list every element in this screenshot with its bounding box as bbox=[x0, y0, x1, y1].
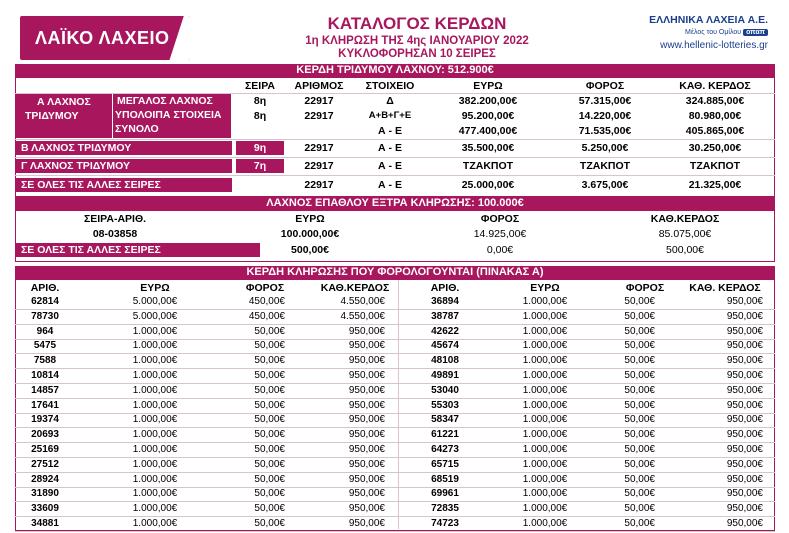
table-cell: 950,00€ bbox=[348, 340, 385, 352]
table-row bbox=[15, 474, 775, 488]
table-cell: 48108 bbox=[431, 355, 459, 367]
extra-prize-bar: ΛΑΧΝΟΣ ΕΠΑΘΛΟΥ ΕΞΤΡΑ ΚΛΗΡΩΣΗΣ: 100.000€ bbox=[15, 197, 775, 210]
table-cell: 33609 bbox=[31, 503, 59, 515]
table-row bbox=[15, 414, 775, 428]
col-tax: ΦΟΡΟΣ bbox=[585, 80, 625, 92]
table-cell: 1.000,00€ bbox=[132, 488, 178, 500]
table-cell: 50,00€ bbox=[254, 444, 285, 455]
table-cell: 50,00€ bbox=[624, 384, 655, 396]
table-row bbox=[15, 296, 775, 310]
table-cell: 50,00€ bbox=[624, 370, 655, 381]
table-cell: 1.000,00€ bbox=[132, 429, 178, 441]
table-cell: 10814 bbox=[31, 370, 59, 381]
table-cell: 950,00€ bbox=[726, 458, 763, 470]
table-cell: 61221 bbox=[431, 429, 459, 441]
opap-logo: οπαπ bbox=[743, 29, 768, 36]
triple-prizes-bar: ΚΕΡΔΗ ΤΡΙΔΥΜΟΥ ΛΑΧΝΟΥ: 512.900€ bbox=[15, 64, 775, 77]
page-title: ΚΑΤΑΛΟΓΟΣ ΚΕΡΔΩΝ bbox=[327, 14, 507, 33]
table-cell: 1.000,00€ bbox=[132, 444, 178, 455]
table-cell: 950,00€ bbox=[348, 429, 385, 441]
table-cell: 1.000,00€ bbox=[132, 414, 178, 426]
table-cell: 950,00€ bbox=[348, 384, 385, 396]
table-cell: 1.000,00€ bbox=[522, 458, 568, 470]
table-cell: 50,00€ bbox=[254, 518, 285, 529]
table-cell: 50,00€ bbox=[624, 414, 655, 426]
table-row bbox=[15, 355, 775, 369]
table-row bbox=[15, 488, 775, 502]
table-cell: 64273 bbox=[431, 444, 459, 455]
table-cell: 50,00€ bbox=[254, 414, 285, 426]
taxed-header-row: ΑΡΙΘ. ΕΥΡΩ ΦΟΡΟΣ ΚΑΘ.ΚΕΡΔΟΣ ΑΡΙΘ. ΕΥΡΩ ΦΟΡΟΣ ΚΑΘ. ΚΕΡΔΟΣ bbox=[30, 282, 761, 294]
table-cell: 50,00€ bbox=[624, 488, 655, 500]
brand-block bbox=[608, 14, 768, 51]
table-cell: 950,00€ bbox=[726, 503, 763, 515]
table-cell: 950,00€ bbox=[348, 370, 385, 381]
all-other-series-label: ΣΕ ΟΛΕΣ ΤΙΣ ΑΛΛΕΣ ΣΕΙΡΕΣ bbox=[15, 178, 232, 192]
table-cell: 50,00€ bbox=[254, 429, 285, 441]
table-cell: 950,00€ bbox=[726, 384, 763, 396]
table-cell: 19374 bbox=[31, 414, 59, 426]
table-row bbox=[15, 503, 775, 517]
table-row bbox=[15, 370, 775, 384]
table-cell: 950,00€ bbox=[726, 340, 763, 352]
table-cell: 50,00€ bbox=[254, 355, 285, 367]
table-row bbox=[15, 385, 775, 399]
table-cell: 1.000,00€ bbox=[132, 458, 178, 470]
table-cell: 950,00€ bbox=[726, 414, 763, 426]
table-cell: 65715 bbox=[431, 458, 459, 470]
table-cell: 50,00€ bbox=[624, 458, 655, 470]
table-cell: 1.000,00€ bbox=[522, 370, 568, 381]
table-cell: 50,00€ bbox=[624, 310, 655, 322]
title-block bbox=[252, 14, 582, 60]
table-cell: 950,00€ bbox=[348, 399, 385, 411]
table-cell: 950,00€ bbox=[348, 444, 385, 455]
table-cell: 1.000,00€ bbox=[522, 310, 568, 322]
table-cell: 950,00€ bbox=[726, 444, 763, 455]
table-cell: 950,00€ bbox=[726, 355, 763, 367]
table-row bbox=[15, 429, 775, 443]
table-cell: 25169 bbox=[31, 444, 59, 455]
table-cell: 42622 bbox=[431, 325, 459, 337]
table-cell: 50,00€ bbox=[624, 399, 655, 411]
table-cell: 58347 bbox=[431, 414, 459, 426]
col-element: ΣΤΟΙΧΕΙΟ bbox=[365, 80, 415, 92]
table-cell: 950,00€ bbox=[348, 414, 385, 426]
table-cell: 53040 bbox=[431, 384, 459, 396]
table-cell: 7588 bbox=[33, 355, 57, 367]
brand-member: Μέλος του Ομίλου οπαπ bbox=[608, 29, 768, 36]
table-cell: 1.000,00€ bbox=[132, 340, 178, 352]
table-cell: 62814 bbox=[31, 296, 59, 307]
table-cell: 50,00€ bbox=[624, 296, 655, 307]
table-cell: 72835 bbox=[431, 503, 459, 515]
table-cell: 38787 bbox=[431, 310, 459, 322]
table-cell: 50,00€ bbox=[624, 355, 655, 367]
page-header bbox=[12, 10, 776, 62]
col-net: ΚΑΘ.ΚΕΡΔΟΣ bbox=[650, 213, 720, 225]
table-cell: 1.000,00€ bbox=[132, 370, 178, 381]
table-cell: 14857 bbox=[31, 384, 59, 396]
a-ticket-sublabels: ΜΕΓΑΛΟΣ ΛΑΧΝΟΣ ΥΠΟΛΟΙΠΑ ΣΤΟΙΧΕΙΑ ΣΥΝΟΛΟ bbox=[113, 94, 231, 138]
table-cell: 1.000,00€ bbox=[132, 473, 178, 485]
table-cell: 1.000,00€ bbox=[522, 384, 568, 396]
table-cell: 1.000,00€ bbox=[522, 340, 568, 352]
table-cell: 950,00€ bbox=[726, 488, 763, 500]
col-series: ΣΕΙΡΑ bbox=[244, 80, 276, 92]
table-cell: 5.000,00€ bbox=[132, 310, 178, 322]
col-net: ΚΑΘ. ΚΕΡΔΟΣ bbox=[679, 80, 751, 92]
table-cell: 34881 bbox=[31, 518, 59, 529]
table-cell: 36894 bbox=[431, 296, 459, 307]
table-cell: 74723 bbox=[431, 518, 459, 529]
table-cell: 950,00€ bbox=[726, 429, 763, 441]
table-cell: 1.000,00€ bbox=[132, 503, 178, 515]
table-cell: 20693 bbox=[31, 429, 59, 441]
table-cell: 50,00€ bbox=[254, 340, 285, 352]
table-cell: 50,00€ bbox=[254, 488, 285, 500]
table-row bbox=[15, 340, 775, 354]
brand-url: www.hellenic-lotteries.gr bbox=[660, 40, 768, 51]
table-cell: 50,00€ bbox=[624, 444, 655, 455]
table-cell: 950,00€ bbox=[726, 399, 763, 411]
table-cell: 950,00€ bbox=[726, 296, 763, 307]
table-cell: 1.000,00€ bbox=[522, 488, 568, 500]
table-cell: 50,00€ bbox=[624, 503, 655, 515]
table-cell: 1.000,00€ bbox=[132, 399, 178, 411]
draw-subtitle: 1η ΚΛΗΡΩΣΗ ΤΗΣ 4ης ΙΑΝΟΥΑΡΙΟΥ 2022 bbox=[305, 35, 529, 47]
table-cell: 55303 bbox=[431, 399, 459, 411]
lottery-logo bbox=[20, 16, 190, 60]
col-euro: ΕΥΡΩ bbox=[473, 80, 503, 92]
table-cell: 5.000,00€ bbox=[132, 296, 178, 307]
a-ticket-label: Α ΛΑΧΝΟΣ ΤΡΙΔΥΜΟΥ bbox=[15, 94, 112, 138]
table-cell: 450,00€ bbox=[248, 310, 285, 322]
b-ticket-label: Β ΛΑΧΝΟΣ ΤΡΙΔΥΜΟΥ bbox=[15, 141, 232, 155]
table-cell: 1.000,00€ bbox=[522, 429, 568, 441]
table-cell: 50,00€ bbox=[254, 503, 285, 515]
col-number: ΑΡΙΘΜΟΣ bbox=[294, 80, 344, 92]
table-cell: 950,00€ bbox=[726, 370, 763, 381]
b-series-box: 9η bbox=[236, 141, 284, 155]
table-cell: 1.000,00€ bbox=[132, 518, 178, 529]
table-cell: 1.000,00€ bbox=[522, 355, 568, 367]
table-cell: 31890 bbox=[31, 488, 59, 500]
series-note: ΚΥΚΛΟΦΟΡΗΣΑΝ 10 ΣΕΙΡΕΣ bbox=[338, 48, 496, 60]
table-cell: 49891 bbox=[431, 370, 459, 381]
table-cell: 27512 bbox=[31, 458, 59, 470]
table-cell: 17641 bbox=[31, 399, 59, 411]
table-cell: 78730 bbox=[31, 310, 59, 322]
table-cell: 50,00€ bbox=[624, 473, 655, 485]
col-series-number: ΣΕΙΡΑ-ΑΡΙΘ. bbox=[83, 213, 147, 225]
table-row bbox=[15, 326, 775, 340]
table-cell: 1.000,00€ bbox=[522, 296, 568, 307]
table-cell: 69961 bbox=[431, 488, 459, 500]
taxed-prizes-bar: ΚΕΡΔΗ ΚΛΗΡΩΣΗΣ ΠΟΥ ΦΟΡΟΛΟΓΟΥΝΤΑΙ (ΠΙΝΑΚΑΣ Α) bbox=[15, 266, 775, 279]
table-row bbox=[15, 311, 775, 325]
table-cell: 950,00€ bbox=[726, 310, 763, 322]
table-row bbox=[15, 518, 775, 532]
table-cell: 950,00€ bbox=[348, 503, 385, 515]
table-row bbox=[15, 444, 775, 458]
c-ticket-label: Γ ΛΑΧΝΟΣ ΤΡΙΔΥΜΟΥ bbox=[15, 159, 232, 173]
table-cell: 5475 bbox=[33, 340, 57, 352]
table-cell: 1.000,00€ bbox=[522, 503, 568, 515]
table-cell: 950,00€ bbox=[348, 473, 385, 485]
table-cell: 4.550,00€ bbox=[340, 296, 385, 307]
c-series-box: 7η bbox=[236, 159, 284, 173]
table-cell: 1.000,00€ bbox=[522, 444, 568, 455]
table-cell: 950,00€ bbox=[726, 473, 763, 485]
table-cell: 1.000,00€ bbox=[522, 518, 568, 529]
table-cell: 50,00€ bbox=[624, 340, 655, 352]
table-cell: 50,00€ bbox=[254, 399, 285, 411]
table-cell: 50,00€ bbox=[254, 325, 285, 337]
table-cell: 950,00€ bbox=[348, 325, 385, 337]
table-cell: 1.000,00€ bbox=[522, 473, 568, 485]
table-cell: 50,00€ bbox=[624, 429, 655, 441]
table-row bbox=[15, 400, 775, 414]
extra-all-series-label: ΣΕ ΟΛΕΣ ΤΙΣ ΑΛΛΕΣ ΣΕΙΡΕΣ bbox=[15, 243, 260, 257]
table-cell: 950,00€ bbox=[348, 488, 385, 500]
table-cell: 50,00€ bbox=[624, 518, 655, 529]
table-cell: 4.550,00€ bbox=[340, 310, 385, 322]
table-cell: 50,00€ bbox=[254, 473, 285, 485]
table-cell: 950,00€ bbox=[348, 458, 385, 470]
table-cell: 1.000,00€ bbox=[132, 384, 178, 396]
table-cell: 68519 bbox=[431, 473, 459, 485]
table-cell: 28924 bbox=[31, 473, 59, 485]
table-cell: 50,00€ bbox=[254, 370, 285, 381]
table-row bbox=[15, 459, 775, 473]
logo-text: ΛΑΪΚΟ ΛΑΧΕΙΟ bbox=[35, 28, 170, 48]
col-euro: ΕΥΡΩ bbox=[295, 213, 325, 225]
table-cell: 964 bbox=[36, 325, 54, 337]
table-cell: 950,00€ bbox=[348, 518, 385, 529]
brand-name: ΕΛΛΗΝΙΚΑ ΛΑΧΕΙΑ Α.Ε. bbox=[649, 14, 768, 26]
table-cell: 450,00€ bbox=[248, 296, 285, 307]
table-cell: 1.000,00€ bbox=[132, 355, 178, 367]
table-cell: 950,00€ bbox=[726, 518, 763, 529]
table-cell: 1.000,00€ bbox=[522, 414, 568, 426]
table-cell: 1.000,00€ bbox=[522, 325, 568, 337]
table-cell: 50,00€ bbox=[254, 458, 285, 470]
table-cell: 950,00€ bbox=[348, 355, 385, 367]
col-tax: ΦΟΡΟΣ bbox=[480, 213, 520, 225]
table-cell: 45674 bbox=[431, 340, 459, 352]
table-cell: 1.000,00€ bbox=[522, 399, 568, 411]
table-cell: 1.000,00€ bbox=[132, 325, 178, 337]
table-cell: 950,00€ bbox=[726, 325, 763, 337]
table-cell: 50,00€ bbox=[254, 384, 285, 396]
table-cell: 50,00€ bbox=[624, 325, 655, 337]
